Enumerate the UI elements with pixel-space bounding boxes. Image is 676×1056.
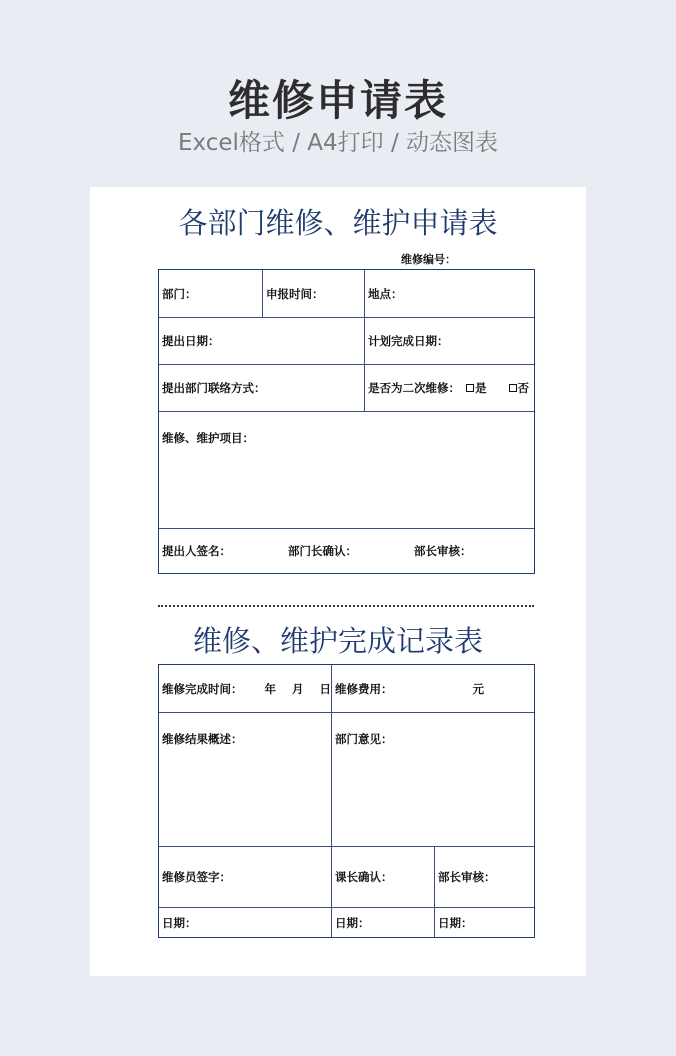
repair-number-label: 维修编号： <box>401 253 456 266</box>
record-form-title: 维修、维护完成记录表 <box>192 624 483 658</box>
yes-checkbox[interactable] <box>466 384 474 392</box>
page-subtitle: Excel格式 / A4打印 / 动态图表 <box>177 130 499 156</box>
contact-field[interactable]: 提出部门联络方式： <box>162 381 266 395</box>
finish-time-field[interactable]: 维修完成时间： 年 月 日 <box>162 681 331 696</box>
section-confirm-field[interactable]: 课长确认： <box>331 847 434 907</box>
cost-field[interactable]: 维修费用： 元 <box>331 665 534 712</box>
worker-sign-field[interactable]: 维修员签字： <box>162 870 231 884</box>
table-row <box>159 317 534 364</box>
signer-field[interactable]: 提出人签名： <box>162 544 231 558</box>
cut-line <box>158 605 534 607</box>
table-row <box>159 411 534 528</box>
head-confirm-field[interactable]: 部门长确认： <box>288 544 357 558</box>
request-form-title: 各部门维修、维护申请表 <box>178 206 498 240</box>
yes-label: 是 <box>475 381 487 395</box>
minister-review-field-2[interactable]: 部长审核： <box>434 847 534 907</box>
planned-date-field[interactable]: 计划完成日期： <box>364 318 534 364</box>
record-form-table <box>158 664 535 938</box>
signature-row <box>159 529 534 573</box>
table-row <box>159 528 534 573</box>
dept-field[interactable]: 部门： <box>162 286 197 301</box>
result-field[interactable]: 维修结果概述： <box>162 732 243 746</box>
table-row <box>159 665 534 712</box>
form-sheet <box>90 187 586 976</box>
page-title: 维修申请表 <box>227 76 448 125</box>
second-repair-field: 是否为二次维修： 是 否 <box>364 365 534 411</box>
request-form-table <box>158 269 535 574</box>
minister-review-field[interactable]: 部长审核： <box>414 544 472 558</box>
date-field-1[interactable]: 日期： <box>162 915 197 930</box>
table-row <box>159 364 534 411</box>
no-label: 否 <box>517 381 529 395</box>
opinion-field[interactable]: 部门意见： <box>331 713 534 846</box>
no-checkbox[interactable] <box>509 384 517 392</box>
table-row <box>159 712 534 846</box>
date-field-3[interactable]: 日期： <box>434 908 534 937</box>
table-row <box>159 907 534 937</box>
date-field-2[interactable]: 日期： <box>331 908 434 937</box>
submit-date-field[interactable]: 提出日期： <box>162 334 220 348</box>
table-row <box>159 846 534 907</box>
items-field[interactable]: 维修、维护项目： <box>162 431 254 445</box>
location-field[interactable]: 地点： <box>364 270 534 317</box>
report-time-field[interactable]: 申报时间： <box>262 270 364 317</box>
table-row <box>159 270 534 317</box>
